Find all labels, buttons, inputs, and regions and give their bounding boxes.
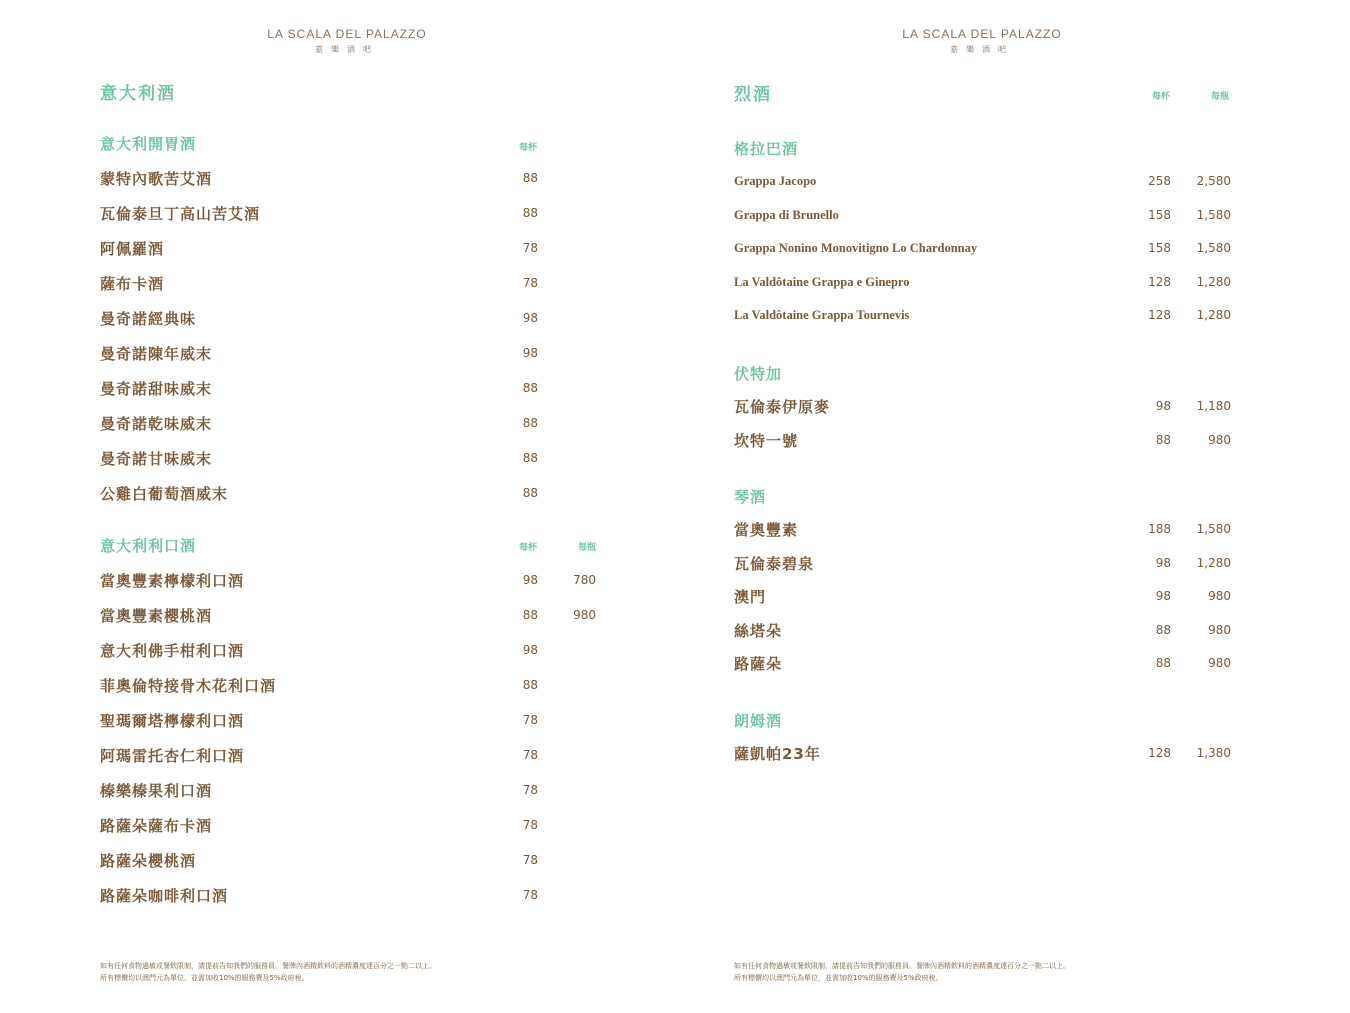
price-per-glass: 128	[1148, 274, 1171, 289]
menu-item-name: 蒙特內歌苦艾酒	[100, 170, 213, 188]
menu-item-name: 薩布卡酒	[100, 275, 165, 293]
price-per-bottle: 1,180	[1196, 399, 1231, 413]
menu-item-name: 公雞白葡萄酒威末	[100, 485, 229, 503]
price-per-bottle: 980	[1208, 622, 1231, 637]
price-per-bottle: 980	[1208, 589, 1231, 604]
menu-page-right	[675, 0, 1350, 1013]
page-title: 意大利酒	[100, 84, 176, 104]
price-per-glass: 78	[522, 713, 538, 727]
menu-item-name: 絲塔朵	[734, 621, 783, 640]
price-per-glass: 158	[1148, 241, 1171, 256]
footer-note	[100, 960, 436, 984]
bottle-column-label: 每瓶	[1210, 92, 1229, 102]
price-per-glass: 78	[522, 818, 538, 832]
glass-column-label: 每杯	[1151, 92, 1170, 102]
menu-item-name: 瓦倫泰旦丁高山苦艾酒	[100, 205, 261, 223]
price-per-glass: 78	[522, 276, 538, 290]
price-per-bottle: 980	[573, 608, 596, 622]
price-per-glass: 98	[522, 346, 538, 360]
price-per-glass: 98	[522, 643, 538, 657]
menu-item-name: 意大利佛手柑利口酒	[100, 642, 245, 660]
category-heading-grappa: 格拉巴酒	[734, 140, 799, 158]
price-per-glass: 258	[1148, 174, 1171, 188]
brand-name: LA SCALA DEL PALAZZO	[902, 27, 1062, 41]
price-per-glass: 88	[522, 206, 538, 220]
price-per-bottle: 1,580	[1196, 207, 1231, 222]
price-per-glass: 98	[1155, 555, 1171, 570]
footer-line: 所有標價均以澳門元為單位，並需加收10%的服務費及5%政府稅。	[100, 974, 309, 982]
price-per-glass: 88	[522, 486, 538, 500]
brand-name: LA SCALA DEL PALAZZO	[267, 27, 427, 41]
menu-item-name: 路薩朵薩布卡酒	[100, 817, 213, 835]
price-per-bottle: 1,280	[1196, 308, 1231, 323]
menu-item-name: 菲奧倫特接骨木花利口酒	[100, 677, 277, 695]
menu-item-name: 曼奇諾甘味威末	[100, 450, 213, 468]
menu-item-name: Grappa di Brunello	[734, 207, 839, 222]
brand-subtitle: 嘉樂酒吧	[950, 45, 1014, 54]
price-per-bottle: 2,580	[1196, 174, 1231, 188]
footer-line: 所有標價均以澳門元為單位，並需加收10%的服務費及5%政府稅。	[734, 974, 943, 982]
menu-item-name: 當奧豐素	[734, 521, 799, 539]
menu-item-name: La Valdôtaine Grappa Tournevis	[734, 308, 910, 323]
price-per-glass: 98	[522, 311, 538, 325]
price-per-bottle: 1,580	[1196, 522, 1231, 536]
price-per-glass: 158	[1148, 207, 1171, 222]
price-per-glass: 78	[522, 853, 538, 867]
price-per-glass: 88	[522, 608, 538, 622]
menu-item-name: 阿佩羅酒	[100, 240, 165, 258]
menu-item-name: 澳門	[734, 588, 767, 607]
category-heading-liqueur: 意大利利口酒	[100, 537, 197, 555]
price-per-bottle: 980	[1208, 432, 1231, 447]
price-per-bottle: 1,280	[1196, 555, 1231, 570]
price-per-glass: 88	[1155, 432, 1171, 447]
menu-item-name: 榛樂榛果利口酒	[100, 782, 213, 800]
glass-column-label: 每杯	[518, 143, 537, 153]
category-heading-vodka: 伏特加	[734, 365, 783, 383]
price-per-bottle: 980	[1208, 656, 1231, 671]
menu-item-name: Grappa Jacopo	[734, 174, 817, 188]
price-per-bottle: 780	[573, 573, 596, 587]
price-per-glass: 88	[1155, 656, 1171, 671]
price-per-glass: 78	[522, 888, 538, 902]
menu-item-name: Grappa Nonino Monovitigno Lo Chardonnay	[734, 241, 978, 256]
price-per-bottle: 1,280	[1196, 274, 1231, 289]
price-per-bottle: 1,380	[1196, 746, 1231, 760]
menu-item-name: 路薩朵櫻桃酒	[100, 852, 197, 870]
price-per-glass: 98	[1155, 589, 1171, 604]
bottle-column-label: 每瓶	[577, 543, 596, 553]
price-per-glass: 128	[1148, 746, 1171, 760]
footer-line: 如有任何食物過敏或餐飲限制，請提前告知我們的服務員。餐牌內酒精飲料的酒精濃度達百分之一點二以上。	[100, 962, 436, 970]
price-per-glass: 88	[522, 451, 538, 465]
menu-item-name: 曼奇諾乾味威末	[100, 415, 213, 433]
menu-item-name: 瓦倫泰碧泉	[734, 554, 815, 573]
menu-item-name: 當奧豐素檸檬利口酒	[100, 572, 245, 590]
price-per-glass: 188	[1148, 522, 1171, 536]
menu-item-name: 曼奇諾陳年威末	[100, 345, 213, 363]
glass-column-label: 每杯	[518, 543, 537, 553]
brand-logo	[842, 27, 1122, 55]
price-per-glass: 88	[1155, 622, 1171, 637]
menu-item-name: 薩凱帕23年	[734, 745, 821, 763]
price-per-glass: 78	[522, 241, 538, 255]
menu-item-name: 曼奇諾經典味	[100, 310, 197, 328]
price-per-glass: 88	[522, 171, 538, 185]
category-heading-rum: 朗姆酒	[734, 712, 783, 730]
footer-note	[734, 960, 1070, 984]
menu-item-name: 瓦倫泰伊原麥	[734, 398, 831, 416]
footer-line: 如有任何食物過敏或餐飲限制，請提前告知我們的服務員。餐牌內酒精飲料的酒精濃度達百分之一點二以上。	[734, 962, 1070, 970]
menu-item-name: 聖瑪爾塔檸檬利口酒	[100, 712, 245, 730]
price-per-glass: 98	[522, 573, 538, 587]
brand-subtitle: 嘉樂酒吧	[315, 45, 379, 54]
menu-item-name: 曼奇諾甜味威末	[100, 380, 213, 398]
brand-logo	[207, 27, 487, 55]
price-per-glass: 98	[1155, 399, 1171, 413]
price-per-bottle: 1,580	[1196, 241, 1231, 256]
menu-item-name: 阿瑪雷托杏仁利口酒	[100, 747, 245, 765]
price-per-glass: 78	[522, 748, 538, 762]
price-per-glass: 78	[522, 783, 538, 797]
category-heading-gin: 琴酒	[734, 488, 767, 506]
menu-item-name: La Valdôtaine Grappa e Ginepro	[734, 274, 910, 289]
menu-item-name: 當奧豐素櫻桃酒	[100, 607, 213, 625]
price-per-glass: 88	[522, 381, 538, 395]
price-per-glass: 88	[522, 416, 538, 430]
menu-item-name: 坎特一號	[734, 431, 799, 450]
price-per-glass: 128	[1148, 308, 1171, 323]
menu-item-name: 路薩朵	[734, 655, 783, 674]
category-heading-aperitivo: 意大利開胃酒	[100, 135, 197, 153]
price-per-glass: 88	[522, 678, 538, 692]
menu-item-name: 路薩朵咖啡利口酒	[100, 887, 229, 905]
page-title: 烈酒	[734, 85, 772, 105]
